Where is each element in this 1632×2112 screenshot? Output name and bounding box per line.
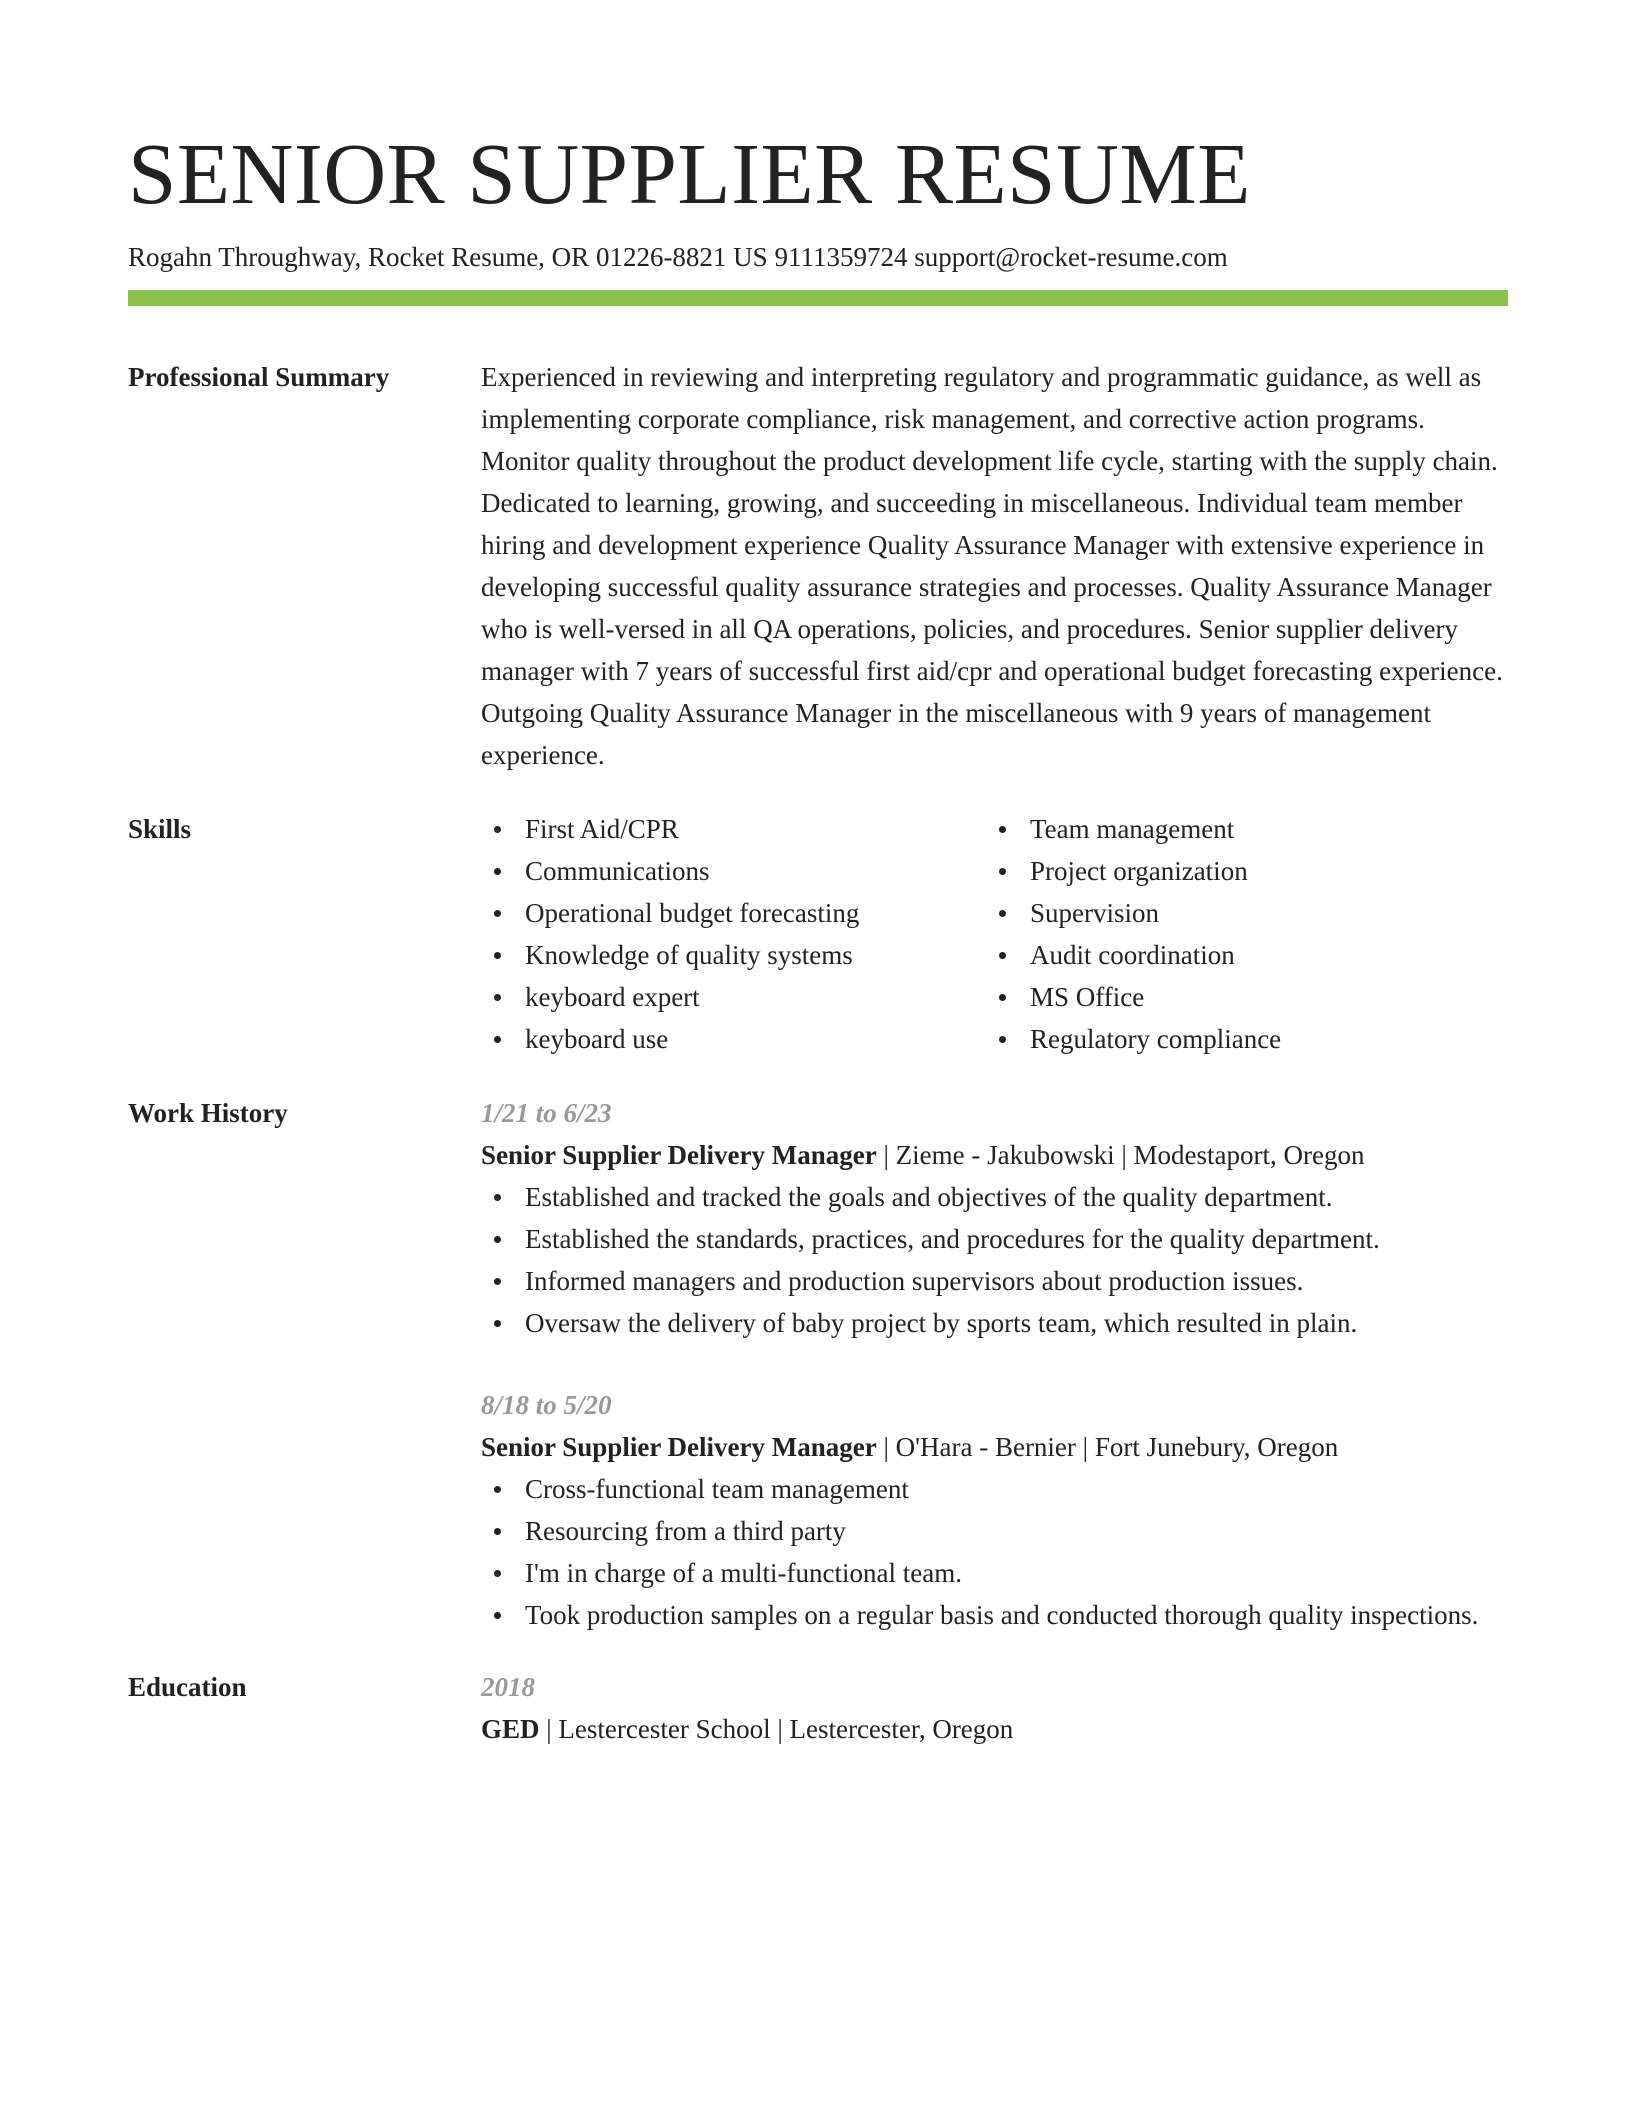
- job-bullet: Oversaw the delivery of baby project by sports team, which resulted in plain.: [481, 1302, 1508, 1344]
- job-entry: [481, 1384, 1508, 1636]
- contact-line: Rogahn Throughway, Rocket Resume, OR 01226-8821 US 9111359724 support@rocket-resume.com: [128, 242, 1228, 272]
- job-title: Senior Supplier Delivery Manager: [481, 1432, 877, 1463]
- skill-item: keyboard use: [481, 1018, 986, 1060]
- job-dates: 1/21 to 6/23: [481, 1098, 612, 1129]
- job-bullet: Established the standards, practices, and procedures for the quality department.: [481, 1218, 1508, 1260]
- skill-item: Knowledge of quality systems: [481, 934, 986, 976]
- skill-item: First Aid/CPR: [481, 808, 986, 850]
- summary-heading: Professional Summary: [128, 362, 390, 393]
- job-bullet: Established and tracked the goals and objectives of the quality department.: [481, 1176, 1508, 1218]
- job-details: | Zieme - Jakubowski | Modestaport, Oregon: [876, 1140, 1365, 1171]
- resume-page: [128, 110, 1508, 1750]
- accent-divider: [128, 290, 1508, 306]
- job-bullet: Cross-functional team management: [481, 1468, 1508, 1510]
- job-title: Senior Supplier Delivery Manager: [481, 1140, 877, 1171]
- skill-item: Audit coordination: [986, 934, 1491, 976]
- job-details: | O'Hara - Bernier | Fort Junebury, Oregon: [876, 1432, 1339, 1463]
- skills-left-column: [481, 808, 986, 1060]
- skill-item: Project organization: [986, 850, 1491, 892]
- job-heading-line: [481, 1426, 1508, 1468]
- job-bullet: Took production samples on a regular basis and conducted thorough quality inspections.: [481, 1594, 1508, 1636]
- skills-columns: [481, 808, 1508, 1060]
- skills-section: [128, 808, 1508, 1060]
- summary-text: Experienced in reviewing and interpreting regulatory and programmatic guidance, as well as implementing corporate compliance, risk management, and corrective action programs. Monitor quality throughout the product development life cycle, starting with the supply chain. Dedicated to learning, growing, and succeeding in miscellaneous. Individual team member hiring and development experience Quality Assurance Manager with extensive experience in developing successful quality assurance strategies and processes. Quality Assurance Manager who is well-versed in all QA operations, policies, and procedures. Senior supplier delivery manager with 7 years of successful first aid/cpr and operational budget forecasting experience. Outgoing Quality Assurance Manager in the miscellaneous with 9 years of management experience.: [481, 362, 1503, 771]
- job-bullet: Resourcing from a third party: [481, 1510, 1508, 1552]
- education-date: 2018: [481, 1672, 535, 1703]
- page-title: SENIOR SUPPLIER RESUME: [128, 125, 1251, 222]
- skill-item: Operational budget forecasting: [481, 892, 986, 934]
- education-line: [481, 1708, 1508, 1750]
- skill-item: keyboard expert: [481, 976, 986, 1018]
- work-history-section: [128, 1092, 1508, 1636]
- education-degree: GED: [481, 1714, 540, 1745]
- skill-item: Supervision: [986, 892, 1491, 934]
- skills-right-column: [986, 808, 1491, 1060]
- skill-item: Regulatory compliance: [986, 1018, 1491, 1060]
- education-section: [128, 1666, 1508, 1750]
- job-entry: [481, 1092, 1508, 1344]
- skill-item: MS Office: [986, 976, 1491, 1018]
- job-bullet: Informed managers and production supervisors about production issues.: [481, 1260, 1508, 1302]
- skill-item: Communications: [481, 850, 986, 892]
- work-history-heading: Work History: [128, 1098, 288, 1129]
- job-bullet: I'm in charge of a multi-functional team.: [481, 1552, 1508, 1594]
- summary-section: [128, 356, 1508, 776]
- education-heading: Education: [128, 1672, 247, 1703]
- education-details: | Lestercester School | Lestercester, Oregon: [539, 1714, 1014, 1745]
- job-heading-line: [481, 1134, 1508, 1176]
- skills-heading: Skills: [128, 814, 192, 845]
- skill-item: Team management: [986, 808, 1491, 850]
- job-dates: 8/18 to 5/20: [481, 1390, 612, 1421]
